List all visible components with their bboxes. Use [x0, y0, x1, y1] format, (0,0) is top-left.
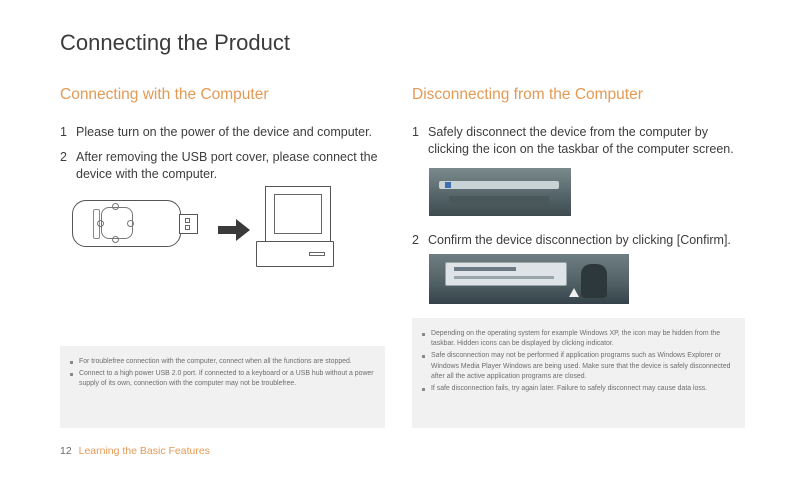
device-dot	[112, 236, 119, 243]
note-item: Depending on the operating system for example Windows XP, the icon may be hidden from the taskbar. Hidden icons can be displayed by clicking indicator.	[422, 329, 735, 349]
section-title-disconnecting: Disconnecting from the Computer	[412, 86, 643, 103]
usb-plug-illustration	[179, 214, 198, 234]
section-title-connecting: Connecting with the Computer	[60, 86, 269, 103]
chapter-name: Learning the Basic Features	[78, 445, 210, 457]
note-box-connecting	[60, 346, 385, 428]
computer-case-illustration	[256, 241, 334, 267]
computer-monitor-illustration	[265, 186, 331, 242]
device-dot	[97, 220, 104, 227]
step-number: 2	[60, 150, 67, 164]
recycle-bin-icon	[581, 264, 607, 298]
note-box-disconnecting	[412, 318, 745, 428]
page-number: 12	[60, 445, 72, 457]
arrow-right-icon	[218, 226, 236, 234]
usb-device-illustration	[72, 200, 181, 247]
taskbar-area	[449, 196, 549, 206]
arrow-right-icon	[236, 219, 250, 241]
page-title: Connecting the Product	[60, 30, 290, 55]
connect-step-2	[60, 149, 380, 183]
dialog-body	[454, 276, 554, 279]
safely-remove-icon	[445, 182, 451, 188]
step-text: Please turn on the power of the device and computer.	[76, 125, 373, 139]
step-text: After removing the USB port cover, please connect the device with the computer.	[76, 150, 378, 181]
taskbar-screenshot	[429, 168, 571, 216]
step-text: Confirm the device disconnection by clicking [Confirm].	[428, 233, 731, 247]
device-dot	[112, 203, 119, 210]
note-item: If safe disconnection fails, try again later. Failure to safely disconnect may cause data loss.	[422, 384, 735, 394]
cursor-icon	[569, 288, 579, 297]
page-footer	[60, 445, 210, 457]
disconnect-step-2	[412, 232, 762, 249]
confirm-dialog-screenshot	[429, 254, 629, 304]
connect-step-1	[60, 124, 400, 141]
note-item: Safe disconnection may not be performed if application programs such as Windows Explorer or Windows Media Player Windows are being used. Make sure that the device is safely disconnected after all the active application programs are closed.	[422, 351, 735, 382]
device-dot	[127, 220, 134, 227]
safe-remove-dialog	[445, 262, 567, 286]
step-number: 1	[60, 125, 67, 139]
step-number: 1	[412, 125, 419, 139]
step-text: Safely disconnect the device from the computer by clicking the icon on the taskbar of the computer screen.	[428, 125, 734, 156]
dialog-title	[454, 267, 516, 271]
disconnect-step-1	[412, 124, 752, 158]
step-number: 2	[412, 233, 419, 247]
note-item: Connect to a high power USB 2.0 port. If connected to a keyboard or a USB hub without a power supply of its own, connection with the computer may not be troublefree.	[70, 369, 375, 389]
taskbar-popup	[439, 181, 559, 189]
note-item: For troublefree connection with the computer, connect when all the functions are stopped.	[70, 357, 375, 367]
monitor-screen	[274, 194, 322, 234]
